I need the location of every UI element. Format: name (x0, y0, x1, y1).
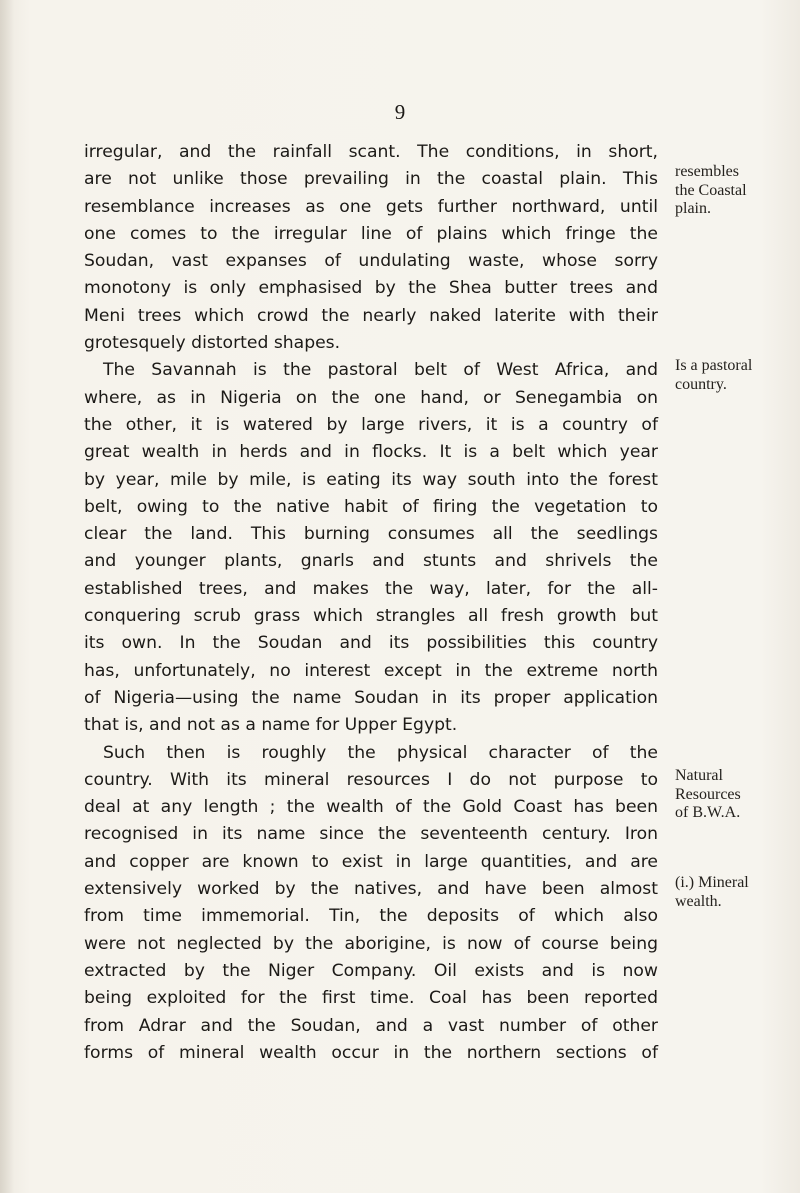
text-line: has, unfortunately, no interest except in the extreme north (84, 660, 658, 681)
text-line: great wealth in herds and in flocks. It is a belt which year (84, 442, 658, 463)
text-line: irregular, and the rainfall scant. The conditions, in short, (84, 142, 658, 162)
text-line: from Adrar and the Soudan, and a vast number of other (84, 1015, 658, 1036)
text-line: recognised in its name since the seventeenth century. Iron (84, 824, 658, 845)
text-line: the other, it is watered by large rivers, it is a country of (84, 414, 658, 435)
text-line: The Savannah is the pastoral belt of West Africa, and (103, 360, 658, 381)
text-line: are not unlike those prevailing in the coastal plain. This (84, 169, 658, 190)
text-line: clear the land. This burning consumes all the seedlings (84, 524, 658, 545)
margin-note-mineral-wealth (675, 874, 795, 911)
text-line: Soudan, vast expanses of undulating waste, whose sorry (84, 251, 658, 272)
text-line: its own. In the Soudan and its possibilities this country (84, 633, 658, 654)
margin-note-line: plain. (675, 200, 711, 217)
margin-note-line: resembles (675, 163, 739, 180)
text-line: that is, and not as a name for Upper Egypt. (84, 715, 458, 736)
margin-note-pastoral-country (675, 357, 795, 394)
text-line: where, as in Nigeria on the one hand, or Senegambia on (84, 387, 658, 408)
margin-note-line: of B.W.A. (675, 804, 741, 821)
margin-note-line: country. (675, 375, 727, 393)
margin-note-line: Natural (675, 767, 723, 784)
text-line: extensively worked by the natives, and have been almost (84, 879, 658, 900)
text-line: and copper are known to exist in large quantities, and are (84, 851, 658, 872)
margin-note-line: Resources (675, 785, 741, 803)
text-line: of Nigeria—using the name Soudan in its proper application (84, 687, 658, 708)
text-line: Meni trees which crowd the nearly naked laterite with their (84, 305, 658, 326)
text-line: grotesquely distorted shapes. (84, 333, 341, 354)
text-line: conquering scrub grass which strangles all fresh growth but (84, 606, 658, 627)
text-line: one comes to the irregular line of plains which fringe the (84, 223, 658, 244)
text-line: belt, owing to the native habit of firing the vegetation to (84, 496, 658, 517)
text-line: forms of mineral wealth occur in the northern sections of (84, 1042, 658, 1063)
margin-note-line: wealth. (675, 892, 722, 910)
text-line: resemblance increases as one gets further northward, until (84, 196, 658, 217)
page-binding-shadow (0, 0, 14, 1193)
text-line: and younger plants, gnarls and stunts and shrivels the (84, 551, 658, 572)
text-line: Such then is roughly the physical character of the (103, 742, 658, 763)
margin-note-coastal-plain (675, 163, 795, 219)
text-line: extracted by the Niger Company. Oil exists and is now (84, 960, 658, 981)
text-line: were not neglected by the aborigine, is now of course being (84, 933, 658, 954)
page-number: 9 (394, 100, 406, 124)
text-line: by year, mile by mile, is eating its way south into the forest (84, 469, 658, 490)
text-line: deal at any length ; the wealth of the Gold Coast has been (84, 797, 658, 818)
margin-note-natural-resources (675, 767, 795, 823)
text-line: being exploited for the first time. Coal has been reported (84, 988, 658, 1009)
margin-note-line: Is a pastoral (675, 357, 753, 374)
text-line: country. With its mineral resources I do not purpose to (84, 769, 658, 790)
margin-note-line: (i.) Mineral (675, 874, 749, 891)
text-line: from time immemorial. Tin, the deposits of which also (84, 906, 658, 927)
text-line: monotony is only emphasised by the Shea butter trees and (84, 278, 658, 299)
margin-note-line: the Coastal (675, 181, 747, 199)
body-text (84, 139, 658, 1067)
text-line: established trees, and makes the way, later, for the all- (84, 578, 658, 599)
